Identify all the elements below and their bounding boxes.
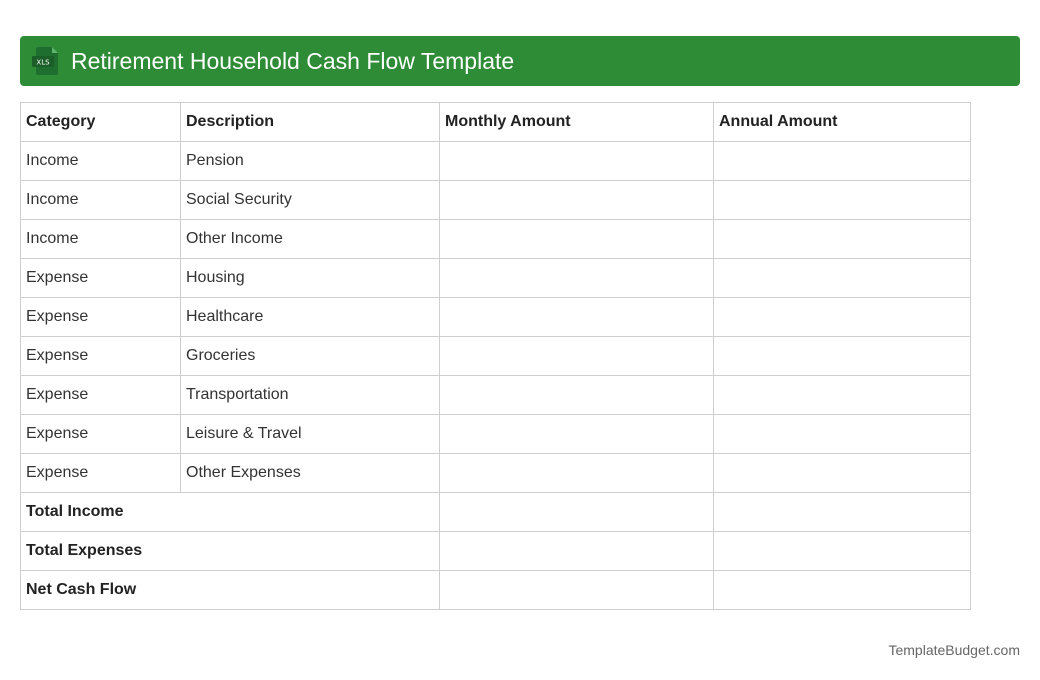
annual-amount-cell[interactable] (714, 454, 971, 493)
monthly-amount-cell[interactable] (440, 298, 714, 337)
total-income-monthly-cell[interactable] (440, 493, 714, 532)
table-row (21, 220, 971, 259)
category-cell[interactable]: Income (21, 181, 181, 220)
table-row (21, 454, 971, 493)
category-cell[interactable]: Expense (21, 298, 181, 337)
monthly-amount-cell[interactable] (440, 415, 714, 454)
total-income-annual-cell[interactable] (714, 493, 971, 532)
description-cell[interactable]: Transportation (181, 376, 440, 415)
svg-text:XLS: XLS (36, 58, 50, 67)
total-income-label: Total Income (21, 493, 440, 532)
description-cell[interactable]: Other Expenses (181, 454, 440, 493)
category-cell[interactable]: Expense (21, 415, 181, 454)
monthly-amount-cell[interactable] (440, 220, 714, 259)
column-header-category: Category (21, 103, 181, 142)
net-cash-flow-row (21, 571, 971, 610)
header-row (21, 103, 971, 142)
net-cash-flow-monthly-cell[interactable] (440, 571, 714, 610)
table-row (21, 415, 971, 454)
monthly-amount-cell[interactable] (440, 259, 714, 298)
cash-flow-table (20, 102, 971, 610)
monthly-amount-cell[interactable] (440, 454, 714, 493)
table-row (21, 259, 971, 298)
table-row (21, 142, 971, 181)
category-cell[interactable]: Expense (21, 376, 181, 415)
description-cell[interactable]: Pension (181, 142, 440, 181)
description-cell[interactable]: Leisure & Travel (181, 415, 440, 454)
total-income-row (21, 493, 971, 532)
annual-amount-cell[interactable] (714, 376, 971, 415)
table-row (21, 337, 971, 376)
description-cell[interactable]: Social Security (181, 181, 440, 220)
table-row (21, 298, 971, 337)
annual-amount-cell[interactable] (714, 337, 971, 376)
description-cell[interactable]: Other Income (181, 220, 440, 259)
total-expenses-label: Total Expenses (21, 532, 440, 571)
total-expenses-monthly-cell[interactable] (440, 532, 714, 571)
monthly-amount-cell[interactable] (440, 376, 714, 415)
page-title: Retirement Household Cash Flow Template (71, 48, 515, 74)
net-cash-flow-label: Net Cash Flow (21, 571, 440, 610)
total-expenses-annual-cell[interactable] (714, 532, 971, 571)
column-header-annual: Annual Amount (714, 103, 971, 142)
category-cell[interactable]: Expense (21, 259, 181, 298)
annual-amount-cell[interactable] (714, 259, 971, 298)
description-cell[interactable]: Groceries (181, 337, 440, 376)
title-bar (20, 36, 1020, 86)
annual-amount-cell[interactable] (714, 415, 971, 454)
description-cell[interactable]: Healthcare (181, 298, 440, 337)
table-row (21, 181, 971, 220)
table-row (21, 376, 971, 415)
category-cell[interactable]: Income (21, 220, 181, 259)
column-header-description: Description (181, 103, 440, 142)
xls-file-icon (32, 47, 58, 75)
footer-site-credit: TemplateBudget.com (888, 642, 1020, 658)
monthly-amount-cell[interactable] (440, 337, 714, 376)
annual-amount-cell[interactable] (714, 220, 971, 259)
annual-amount-cell[interactable] (714, 298, 971, 337)
category-cell[interactable]: Expense (21, 337, 181, 376)
net-cash-flow-annual-cell[interactable] (714, 571, 971, 610)
monthly-amount-cell[interactable] (440, 142, 714, 181)
column-header-monthly: Monthly Amount (440, 103, 714, 142)
annual-amount-cell[interactable] (714, 142, 971, 181)
category-cell[interactable]: Income (21, 142, 181, 181)
category-cell[interactable]: Expense (21, 454, 181, 493)
annual-amount-cell[interactable] (714, 181, 971, 220)
total-expenses-row (21, 532, 971, 571)
description-cell[interactable]: Housing (181, 259, 440, 298)
monthly-amount-cell[interactable] (440, 181, 714, 220)
